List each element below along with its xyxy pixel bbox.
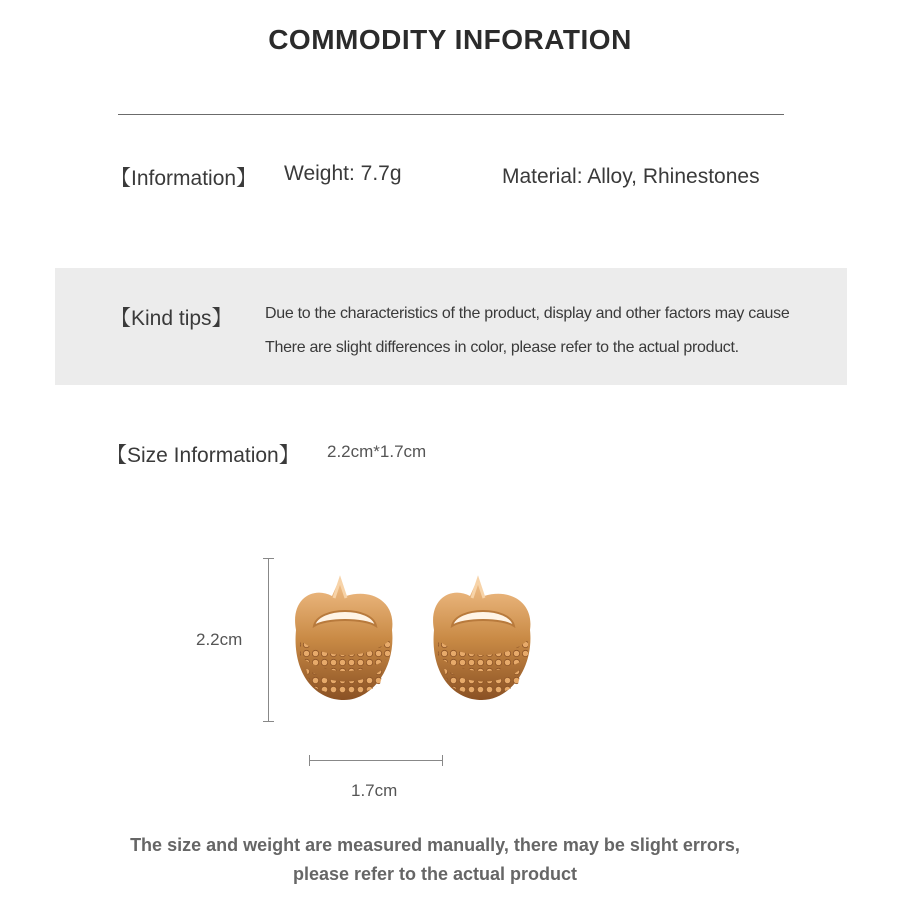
kind-tips-label: 【Kind tips】 [110,307,233,330]
size-information-label: 【Size Information】 [106,444,300,467]
size-information-value: 2.2cm*1.7cm [327,442,427,461]
earring-right [433,578,530,700]
footer-note-line-2: please refer to the actual product [292,864,578,884]
title-divider [118,114,784,115]
width-measure-label: 1.7cm [351,781,398,800]
earrings-icon [284,568,574,708]
weight-text: Weight: 7.7g [284,162,402,185]
width-measure-cap-left [309,755,310,766]
height-measure-cap-top [263,558,274,559]
page-title: COMMODITY INFORATION [268,24,632,55]
width-measure-line [309,760,443,761]
kind-tips-line-1: Due to the characteristics of the product, display and other factors may cause [265,305,790,322]
height-measure-cap-bottom [263,721,274,722]
width-measure-cap-right [442,755,443,766]
kind-tips-line-2: There are slight differences in color, please refer to the actual product. [265,339,739,356]
height-measure-label: 2.2cm [196,630,243,649]
material-text: Material: Alloy, Rhinestones [502,165,760,188]
earring-left [295,578,392,700]
height-measure-line [268,558,269,722]
footer-note-line-1: The size and weight are measured manually, there may be slight errors, [130,835,740,855]
information-label: 【Information】 [110,167,258,190]
